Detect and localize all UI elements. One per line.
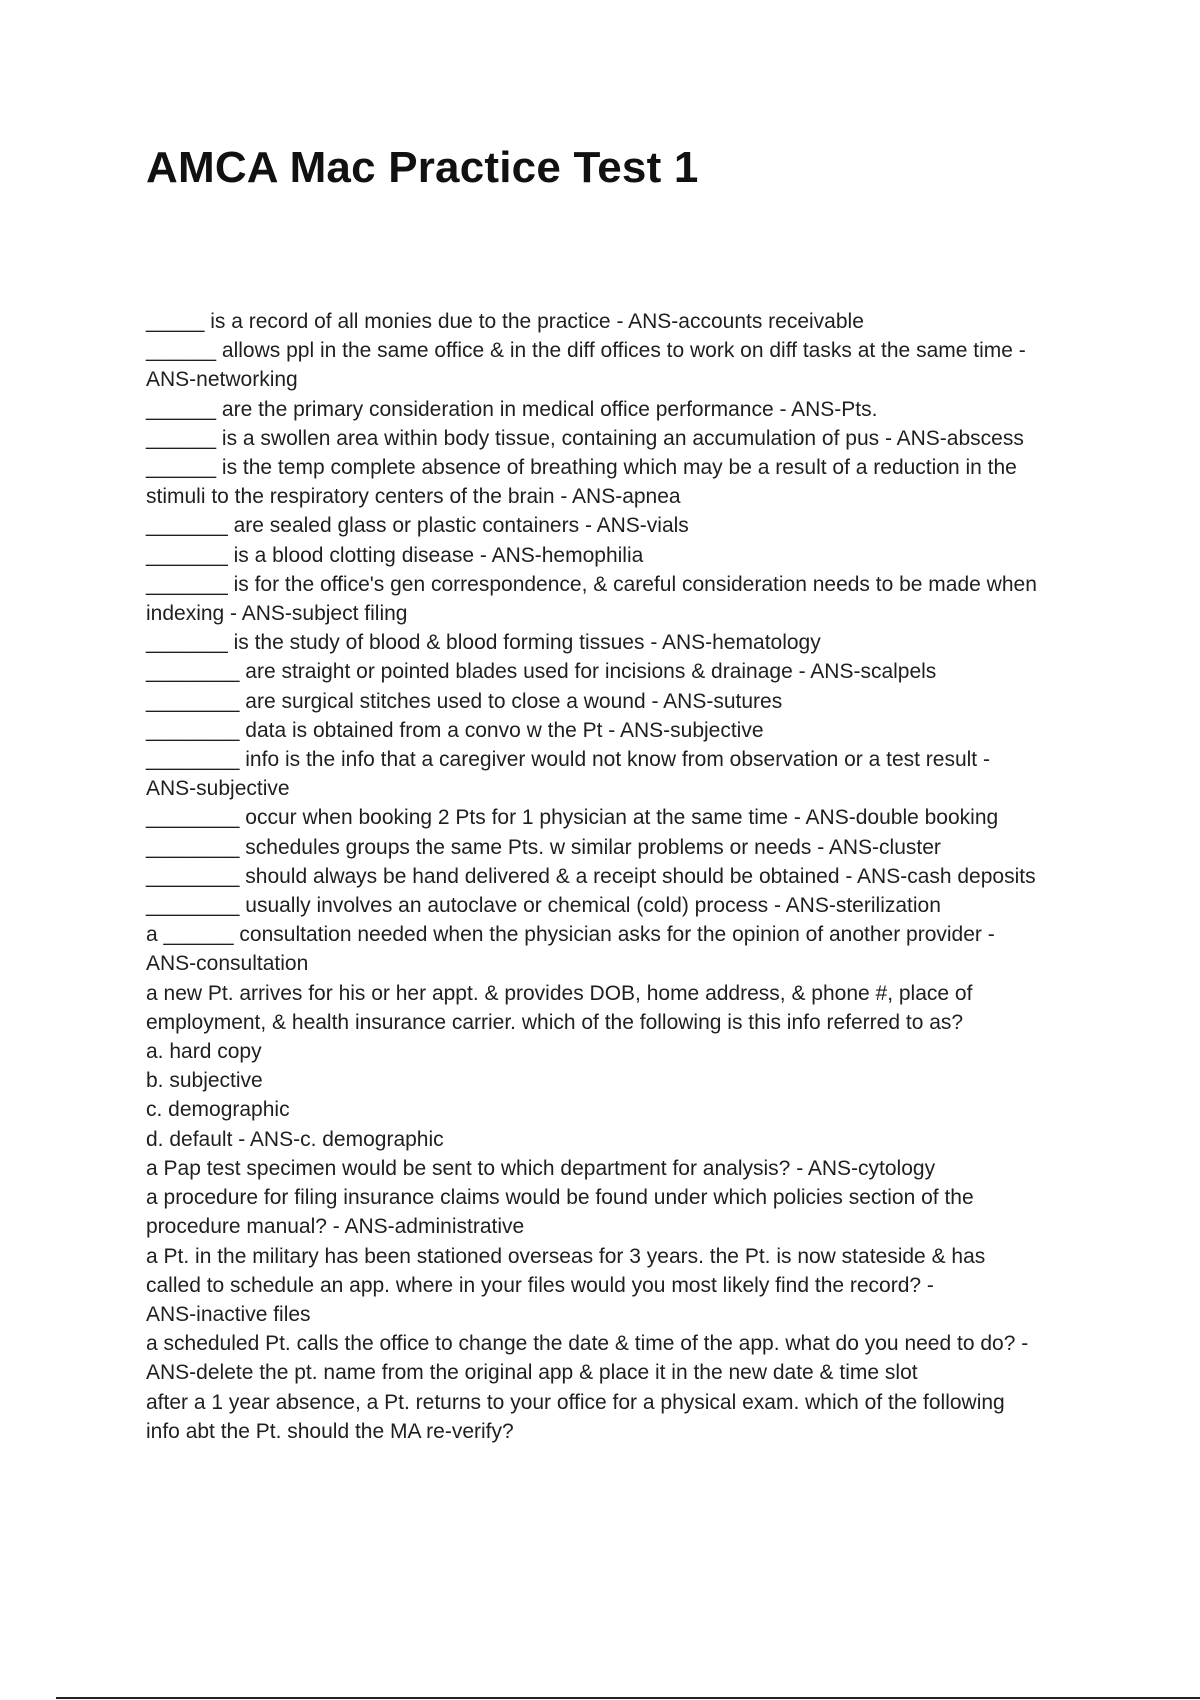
text-line: ANS-networking xyxy=(146,368,298,392)
text-line: info abt the Pt. should the MA re-verify? xyxy=(146,1419,514,1443)
text-line: _______ is the study of blood & blood forming tissues - ANS-hematology xyxy=(146,631,821,655)
text-line: indexing - ANS-subject filing xyxy=(146,602,408,626)
text-line: a Pap test specimen would be sent to which department for analysis? - ANS-cytology xyxy=(146,1156,936,1180)
text-line: a Pt. in the military has been stationed overseas for 3 years. the Pt. is now stateside & has xyxy=(146,1244,986,1268)
text-line: after a 1 year absence, a Pt. returns to your office for a physical exam. which of the following xyxy=(146,1390,1005,1414)
text-line: procedure manual? - ANS-administrative xyxy=(146,1215,525,1239)
text-line: ________ data is obtained from a convo w the Pt - ANS-subjective xyxy=(146,718,764,742)
text-line: _____ is a record of all monies due to the practice - ANS-accounts receivable xyxy=(146,310,864,333)
text-line: ANS-delete the pt. name from the original app & place it in the new date & time slot xyxy=(146,1361,918,1385)
text-line: ________ schedules groups the same Pts. w similar problems or needs - ANS-cluster xyxy=(146,835,941,859)
page-bottom-divider xyxy=(56,1697,1200,1699)
text-line: ________ usually involves an autoclave or chemical (cold) process - ANS-sterilization xyxy=(146,894,941,918)
text-line: a scheduled Pt. calls the office to change the date & time of the app. what do you need to do? - xyxy=(146,1332,1029,1356)
text-line: a procedure for filing insurance claims would be found under which policies section of the xyxy=(146,1186,974,1210)
text-line: ________ are surgical stitches used to close a wound - ANS-sutures xyxy=(146,689,783,713)
text-line: a. hard copy xyxy=(146,1040,262,1064)
question-answer-list xyxy=(146,307,1096,1446)
text-line: ________ are straight or pointed blades used for incisions & drainage - ANS-scalpels xyxy=(146,660,937,684)
text-line: employment, & health insurance carrier. which of the following is this info referred to as? xyxy=(146,1010,964,1034)
text-line: ________ info is the info that a caregiver would not know from observation or a test result - xyxy=(146,748,990,772)
text-line: ______ are the primary consideration in medical office performance - ANS-Pts. xyxy=(146,397,878,421)
text-line: c. demographic xyxy=(146,1098,290,1122)
text-line: ______ is a swollen area within body tissue, containing an accumulation of pus - ANS-abscess xyxy=(146,426,1024,450)
text-line: stimuli to the respiratory centers of the brain - ANS-apnea xyxy=(146,485,681,509)
text-line: _______ are sealed glass or plastic containers - ANS-vials xyxy=(146,514,689,538)
text-line: b. subjective xyxy=(146,1069,263,1093)
text-line: d. default - ANS-c. demographic xyxy=(146,1127,444,1151)
text-line: ______ is the temp complete absence of breathing which may be a result of a reduction in the xyxy=(146,456,1017,480)
page-title: AMCA Mac Practice Test 1 xyxy=(146,143,699,192)
text-line: _______ is for the office's gen correspondence, & careful consideration needs to be made when xyxy=(146,572,1037,596)
text-line: a new Pt. arrives for his or her appt. & provides DOB, home address, & phone #, place of xyxy=(146,981,973,1005)
text-line: a ______ consultation needed when the physician asks for the opinion of another provider - xyxy=(146,923,995,947)
text-line: _______ is a blood clotting disease - ANS-hemophilia xyxy=(146,543,644,567)
text-line: ________ occur when booking 2 Pts for 1 physician at the same time - ANS-double booking xyxy=(146,806,999,830)
text-line: ANS-subjective xyxy=(146,777,290,801)
text-line: called to schedule an app. where in your files would you most likely find the record? - xyxy=(146,1273,934,1297)
text-line: ANS-consultation xyxy=(146,952,309,976)
text-line: ______ allows ppl in the same office & in the diff offices to work on diff tasks at the same time - xyxy=(146,339,1026,363)
text-line: ANS-inactive files xyxy=(146,1302,311,1326)
text-line: ________ should always be hand delivered & a receipt should be obtained - ANS-cash deposits xyxy=(146,864,1036,888)
